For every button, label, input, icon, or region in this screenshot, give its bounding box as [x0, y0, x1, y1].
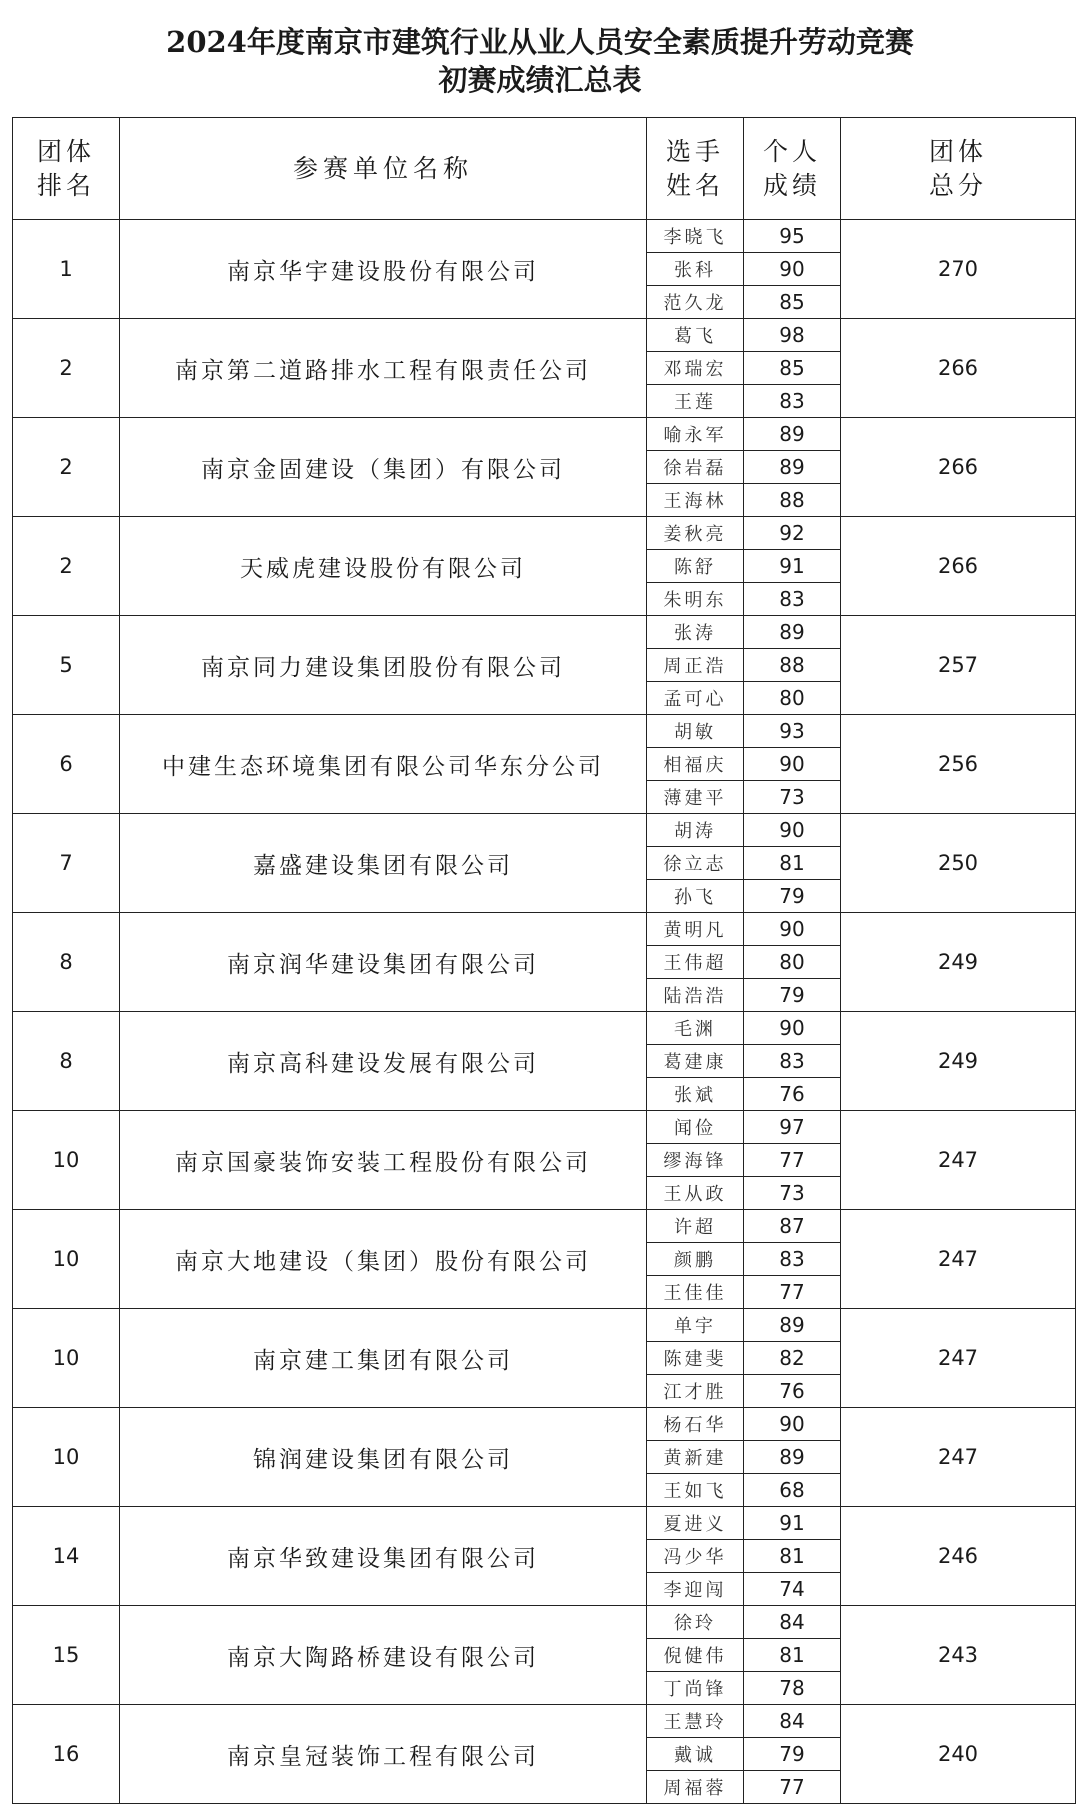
- player-score-cell: 97: [744, 1111, 841, 1144]
- company-name-cell: 天威虎建设股份有限公司: [120, 517, 647, 616]
- player-name-cell: 徐岩磊: [647, 451, 744, 484]
- player-score-cell: 74: [744, 1573, 841, 1606]
- player-name-cell: 戴诚: [647, 1738, 744, 1771]
- player-score-cell: 95: [744, 220, 841, 253]
- team-rank-cell: 8: [13, 1012, 120, 1111]
- table-row: [13, 616, 1076, 649]
- player-score-cell: 77: [744, 1771, 841, 1804]
- company-name-cell: 南京大地建设（集团）股份有限公司: [120, 1210, 647, 1309]
- player-name-cell: 周正浩: [647, 649, 744, 682]
- table-body: [13, 220, 1076, 1804]
- player-score-cell: 82: [744, 1342, 841, 1375]
- team-rank-cell: 6: [13, 715, 120, 814]
- team-total-cell: 249: [841, 1012, 1076, 1111]
- player-name-cell: 李晓飞: [647, 220, 744, 253]
- team-total-cell: 243: [841, 1606, 1076, 1705]
- page-title: 2024年度南京市建筑行业从业人员安全素质提升劳动竞赛: [166, 25, 914, 59]
- player-score-cell: 83: [744, 1243, 841, 1276]
- player-score-cell: 76: [744, 1375, 841, 1408]
- player-name-cell: 闻俭: [647, 1111, 744, 1144]
- player-score-cell: 77: [744, 1276, 841, 1309]
- company-name-cell: 南京皇冠装饰工程有限公司: [120, 1705, 647, 1804]
- player-score-cell: 80: [744, 682, 841, 715]
- player-score-cell: 68: [744, 1474, 841, 1507]
- table-row: [13, 1309, 1076, 1342]
- player-name-cell: 倪健伟: [647, 1639, 744, 1672]
- table-row: [13, 319, 1076, 352]
- team-total-cell: 257: [841, 616, 1076, 715]
- player-score-cell: 90: [744, 253, 841, 286]
- company-name-cell: 南京润华建设集团有限公司: [120, 913, 647, 1012]
- team-total-cell: 240: [841, 1705, 1076, 1804]
- team-rank-cell: 10: [13, 1408, 120, 1507]
- team-rank-cell: 14: [13, 1507, 120, 1606]
- player-name-cell: 相福庆: [647, 748, 744, 781]
- player-score-cell: 91: [744, 550, 841, 583]
- company-name-cell: 南京大陶路桥建设有限公司: [120, 1606, 647, 1705]
- player-score-cell: 81: [744, 1540, 841, 1573]
- player-score-cell: 87: [744, 1210, 841, 1243]
- team-total-cell: 247: [841, 1309, 1076, 1408]
- player-score-cell: 90: [744, 913, 841, 946]
- player-name-cell: 黄新建: [647, 1441, 744, 1474]
- team-total-cell: 246: [841, 1507, 1076, 1606]
- player-score-cell: 76: [744, 1078, 841, 1111]
- table-row: [13, 1705, 1076, 1738]
- player-score-cell: 93: [744, 715, 841, 748]
- table-row: [13, 1408, 1076, 1441]
- player-name-cell: 许超: [647, 1210, 744, 1243]
- header-company: [120, 118, 647, 220]
- header-player-text: 选手 姓名: [665, 136, 724, 200]
- company-name-cell: 南京同力建设集团股份有限公司: [120, 616, 647, 715]
- player-score-cell: 90: [744, 748, 841, 781]
- table-row: [13, 913, 1076, 946]
- table-row: [13, 1012, 1076, 1045]
- player-name-cell: 张科: [647, 253, 744, 286]
- table-row: [13, 418, 1076, 451]
- player-name-cell: 李迎闯: [647, 1573, 744, 1606]
- company-name-cell: 南京高科建设发展有限公司: [120, 1012, 647, 1111]
- player-name-cell: 胡敏: [647, 715, 744, 748]
- team-total-cell: 266: [841, 418, 1076, 517]
- player-name-cell: 王如飞: [647, 1474, 744, 1507]
- player-score-cell: 89: [744, 1309, 841, 1342]
- player-score-cell: 98: [744, 319, 841, 352]
- player-name-cell: 毛渊: [647, 1012, 744, 1045]
- table-row: [13, 1210, 1076, 1243]
- player-name-cell: 陆浩浩: [647, 979, 744, 1012]
- player-name-cell: 王佳佳: [647, 1276, 744, 1309]
- player-score-cell: 81: [744, 1639, 841, 1672]
- player-name-cell: 陈舒: [647, 550, 744, 583]
- player-score-cell: 88: [744, 649, 841, 682]
- team-total-cell: 247: [841, 1210, 1076, 1309]
- company-name-cell: 南京华宇建设股份有限公司: [120, 220, 647, 319]
- team-total-cell: 250: [841, 814, 1076, 913]
- results-table-wrapper: [12, 117, 1075, 1804]
- team-rank-cell: 8: [13, 913, 120, 1012]
- team-rank-cell: 10: [13, 1309, 120, 1408]
- player-name-cell: 江才胜: [647, 1375, 744, 1408]
- player-name-cell: 朱明东: [647, 583, 744, 616]
- player-score-cell: 77: [744, 1144, 841, 1177]
- player-score-cell: 85: [744, 352, 841, 385]
- player-score-cell: 80: [744, 946, 841, 979]
- player-score-cell: 89: [744, 418, 841, 451]
- player-name-cell: 缪海锋: [647, 1144, 744, 1177]
- player-score-cell: 84: [744, 1606, 841, 1639]
- company-name-cell: 南京第二道路排水工程有限责任公司: [120, 319, 647, 418]
- player-name-cell: 孙飞: [647, 880, 744, 913]
- company-name-cell: 南京国豪装饰安装工程股份有限公司: [120, 1111, 647, 1210]
- player-score-cell: 73: [744, 1177, 841, 1210]
- player-score-cell: 89: [744, 451, 841, 484]
- player-name-cell: 王海林: [647, 484, 744, 517]
- table-header: [13, 118, 1076, 220]
- player-name-cell: 徐立志: [647, 847, 744, 880]
- company-name-cell: 中建生态环境集团有限公司华东分公司: [120, 715, 647, 814]
- company-name-cell: 锦润建设集团有限公司: [120, 1408, 647, 1507]
- player-name-cell: 夏进义: [647, 1507, 744, 1540]
- player-score-cell: 83: [744, 385, 841, 418]
- team-total-cell: 256: [841, 715, 1076, 814]
- player-name-cell: 王慧玲: [647, 1705, 744, 1738]
- player-score-cell: 79: [744, 979, 841, 1012]
- player-name-cell: 单宇: [647, 1309, 744, 1342]
- company-name-cell: 嘉盛建设集团有限公司: [120, 814, 647, 913]
- player-score-cell: 78: [744, 1672, 841, 1705]
- player-name-cell: 葛建康: [647, 1045, 744, 1078]
- player-score-cell: 89: [744, 1441, 841, 1474]
- team-rank-cell: 7: [13, 814, 120, 913]
- team-rank-cell: 2: [13, 418, 120, 517]
- header-score: [744, 118, 841, 220]
- player-name-cell: 孟可心: [647, 682, 744, 715]
- team-rank-cell: 2: [13, 517, 120, 616]
- player-name-cell: 周福蓉: [647, 1771, 744, 1804]
- table-row: [13, 220, 1076, 253]
- player-score-cell: 91: [744, 1507, 841, 1540]
- header-rank: [13, 118, 120, 220]
- player-name-cell: 姜秋亮: [647, 517, 744, 550]
- table-row: [13, 517, 1076, 550]
- player-name-cell: 王从政: [647, 1177, 744, 1210]
- player-score-cell: 81: [744, 847, 841, 880]
- player-name-cell: 杨石华: [647, 1408, 744, 1441]
- player-name-cell: 张斌: [647, 1078, 744, 1111]
- title-block: [0, 0, 1080, 117]
- player-score-cell: 84: [744, 1705, 841, 1738]
- player-score-cell: 79: [744, 880, 841, 913]
- team-rank-cell: 5: [13, 616, 120, 715]
- company-name-cell: 南京金固建设（集团）有限公司: [120, 418, 647, 517]
- table-row: [13, 715, 1076, 748]
- team-rank-cell: 10: [13, 1210, 120, 1309]
- results-table: [12, 117, 1076, 1804]
- header-total-text: 团体 总分: [928, 136, 987, 200]
- page-subtitle: 初赛成绩汇总表: [438, 63, 642, 97]
- player-name-cell: 颜鹏: [647, 1243, 744, 1276]
- team-rank-cell: 2: [13, 319, 120, 418]
- player-score-cell: 88: [744, 484, 841, 517]
- player-name-cell: 张涛: [647, 616, 744, 649]
- player-name-cell: 王莲: [647, 385, 744, 418]
- table-row: [13, 1606, 1076, 1639]
- header-total: [841, 118, 1076, 220]
- company-name-cell: 南京华致建设集团有限公司: [120, 1507, 647, 1606]
- team-total-cell: 249: [841, 913, 1076, 1012]
- player-score-cell: 92: [744, 517, 841, 550]
- player-score-cell: 90: [744, 1408, 841, 1441]
- team-rank-cell: 1: [13, 220, 120, 319]
- team-rank-cell: 15: [13, 1606, 120, 1705]
- player-name-cell: 喻永军: [647, 418, 744, 451]
- player-name-cell: 范久龙: [647, 286, 744, 319]
- header-row: [13, 118, 1076, 220]
- player-score-cell: 73: [744, 781, 841, 814]
- header-player: [647, 118, 744, 220]
- player-score-cell: 90: [744, 814, 841, 847]
- table-row: [13, 1507, 1076, 1540]
- player-score-cell: 85: [744, 286, 841, 319]
- header-company-text: 参赛单位名称: [292, 153, 473, 183]
- table-row: [13, 814, 1076, 847]
- header-rank-text: 团体 排名: [36, 136, 95, 200]
- team-total-cell: 247: [841, 1111, 1076, 1210]
- player-name-cell: 黄明凡: [647, 913, 744, 946]
- team-total-cell: 266: [841, 319, 1076, 418]
- player-name-cell: 丁尚锋: [647, 1672, 744, 1705]
- player-score-cell: 79: [744, 1738, 841, 1771]
- player-score-cell: 83: [744, 1045, 841, 1078]
- player-name-cell: 王伟超: [647, 946, 744, 979]
- team-total-cell: 266: [841, 517, 1076, 616]
- player-score-cell: 83: [744, 583, 841, 616]
- player-name-cell: 冯少华: [647, 1540, 744, 1573]
- team-total-cell: 270: [841, 220, 1076, 319]
- player-score-cell: 90: [744, 1012, 841, 1045]
- player-name-cell: 葛飞: [647, 319, 744, 352]
- team-rank-cell: 16: [13, 1705, 120, 1804]
- company-name-cell: 南京建工集团有限公司: [120, 1309, 647, 1408]
- player-name-cell: 徐玲: [647, 1606, 744, 1639]
- player-name-cell: 陈建斐: [647, 1342, 744, 1375]
- team-total-cell: 247: [841, 1408, 1076, 1507]
- header-score-text: 个人 成绩: [762, 136, 821, 200]
- player-name-cell: 胡涛: [647, 814, 744, 847]
- player-score-cell: 89: [744, 616, 841, 649]
- player-name-cell: 邓瑞宏: [647, 352, 744, 385]
- player-name-cell: 薄建平: [647, 781, 744, 814]
- table-row: [13, 1111, 1076, 1144]
- team-rank-cell: 10: [13, 1111, 120, 1210]
